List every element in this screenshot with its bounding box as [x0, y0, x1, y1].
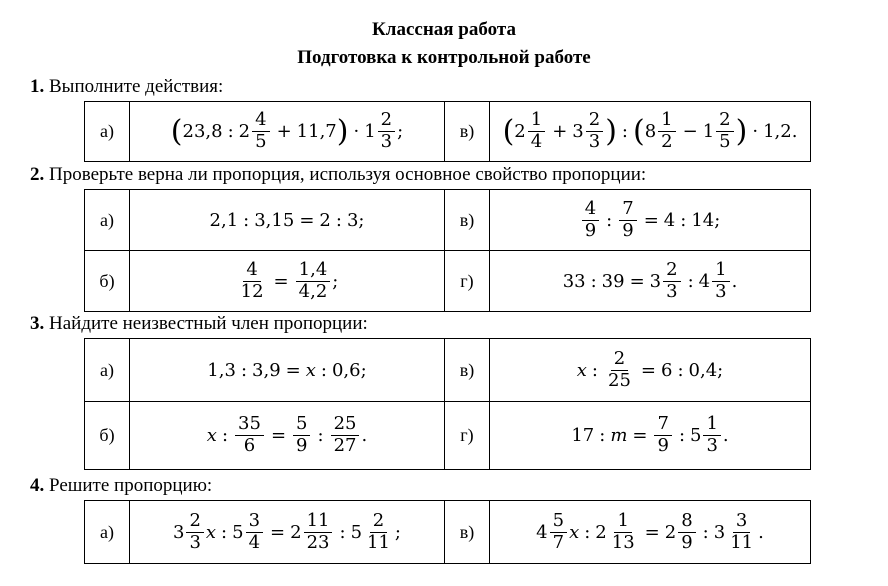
task-4-table — [84, 500, 811, 564]
fraction: 2 3 — [186, 511, 203, 553]
fraction: $\frac{7}{9}$ — [619, 199, 636, 241]
fraction: 5 7 — [550, 511, 567, 553]
item-label: в) — [445, 190, 490, 251]
expression-cell: 2,1 : 3,15 = 2 : 3; — [130, 190, 445, 251]
task-1-heading — [30, 76, 223, 98]
task-number: 4. — [30, 475, 45, 496]
fraction: 1 3 — [703, 414, 720, 456]
expression-cell: 4 9 : $\frac{7}{9}$ = 4 : 14; — [490, 190, 811, 251]
fraction: $\frac{2}{25}$ — [608, 347, 631, 391]
fraction: $\frac{4}{12}$ — [240, 259, 264, 302]
fraction: $\frac{1,4}{4,2}$ — [296, 260, 331, 302]
task-text: Найдите неизвестный член пропорции: — [49, 313, 368, 334]
task-text: Решите пропорцию: — [49, 475, 213, 496]
fraction: 25 27 — [331, 414, 360, 456]
page-title: Классная работа — [372, 19, 516, 40]
fraction: 1 4 — [528, 110, 545, 152]
fraction: 1 3 — [712, 260, 729, 302]
expression-cell: $\frac{4}{12}$ = $\frac{1,4}{4,2}$ ; — [130, 251, 445, 312]
table-row — [85, 251, 811, 312]
item-label: а) — [85, 190, 130, 251]
task-2-heading — [30, 164, 646, 186]
item-label: г) — [445, 251, 490, 312]
page-subtitle: Подготовка к контрольной работе — [297, 47, 591, 68]
fraction: $\frac{35}{6}$ — [235, 414, 264, 456]
fraction: 8 9 — [678, 511, 695, 553]
task-1-table — [84, 101, 811, 162]
fraction: $\frac{7}{9}$ — [654, 414, 671, 456]
task-number: 1. — [30, 76, 45, 97]
item-label: а) — [85, 102, 130, 162]
fraction: $\frac{3}{4}$ — [246, 511, 263, 553]
expression-cell: x : $\frac{2}{25}$ = 6 : 0,4; — [490, 339, 811, 402]
fraction: 4 9 — [582, 199, 599, 241]
item-label: г) — [445, 402, 490, 470]
expression-cell: 1,3 : 3,9 = x : 0,6; — [130, 339, 445, 402]
task-number: 2. — [30, 164, 45, 185]
expression-cell: ( 23,8 : 2 4 5 + 11,7 ) · 1 2 3 ; — [130, 102, 445, 162]
fraction: 2 3 — [378, 110, 395, 152]
item-label: в) — [445, 501, 490, 564]
fraction: 2 11 — [367, 509, 390, 553]
table-row — [85, 402, 811, 470]
task-text: Выполните действия: — [49, 76, 224, 97]
fraction: 4 5 — [252, 110, 269, 152]
expression-cell: 3 2 3 x : 5 $\frac{3}{4}$ = 2 11 23 : 5 2 11 ; — [130, 501, 445, 564]
fraction: 11 23 — [304, 511, 333, 553]
expression-cell: 17 : m = $\frac{7}{9}$ : 5 1 3 . — [490, 402, 811, 470]
fraction: $\frac{1}{13}$ — [611, 509, 635, 553]
expression-cell: 33 : 39 = 3 2 3 : 4 1 3 . — [490, 251, 811, 312]
item-label: б) — [85, 251, 130, 312]
task-number: 3. — [30, 313, 45, 334]
table-row — [85, 501, 811, 564]
table-row — [85, 339, 811, 402]
task-2-table — [84, 189, 811, 312]
fraction: 2 3 — [586, 110, 603, 152]
expression-cell: ( 2 1 4 + 3 2 3 ) : ( 8 1 2 − 1 2 5 ) · 1,2. — [490, 102, 811, 162]
item-label: б) — [85, 402, 130, 470]
item-label: в) — [445, 102, 490, 162]
fraction: 1 2 — [658, 110, 675, 152]
item-label: а) — [85, 339, 130, 402]
expression-cell: 4 5 7 x : 2 $\frac{1}{13}$ = 2 8 9 : 3 3 11 . — [490, 501, 811, 564]
task-3-heading — [30, 313, 368, 335]
task-4-heading — [30, 475, 212, 497]
expression-cell: x : $\frac{35}{6}$ = $\frac{5}{9}$ : 25 27 . — [130, 402, 445, 470]
fraction: 2 3 — [663, 260, 680, 302]
fraction: $\frac{5}{9}$ — [293, 414, 310, 456]
task-text: Проверьте верна ли пропорция, используя основное свойство пропорции: — [49, 164, 647, 185]
fraction: 3 11 — [730, 509, 754, 553]
item-label: а) — [85, 501, 130, 564]
table-row — [85, 190, 811, 251]
task-3-table — [84, 338, 811, 470]
fraction: 2 5 — [716, 110, 733, 152]
item-label: в) — [445, 339, 490, 402]
table-row — [85, 102, 811, 162]
